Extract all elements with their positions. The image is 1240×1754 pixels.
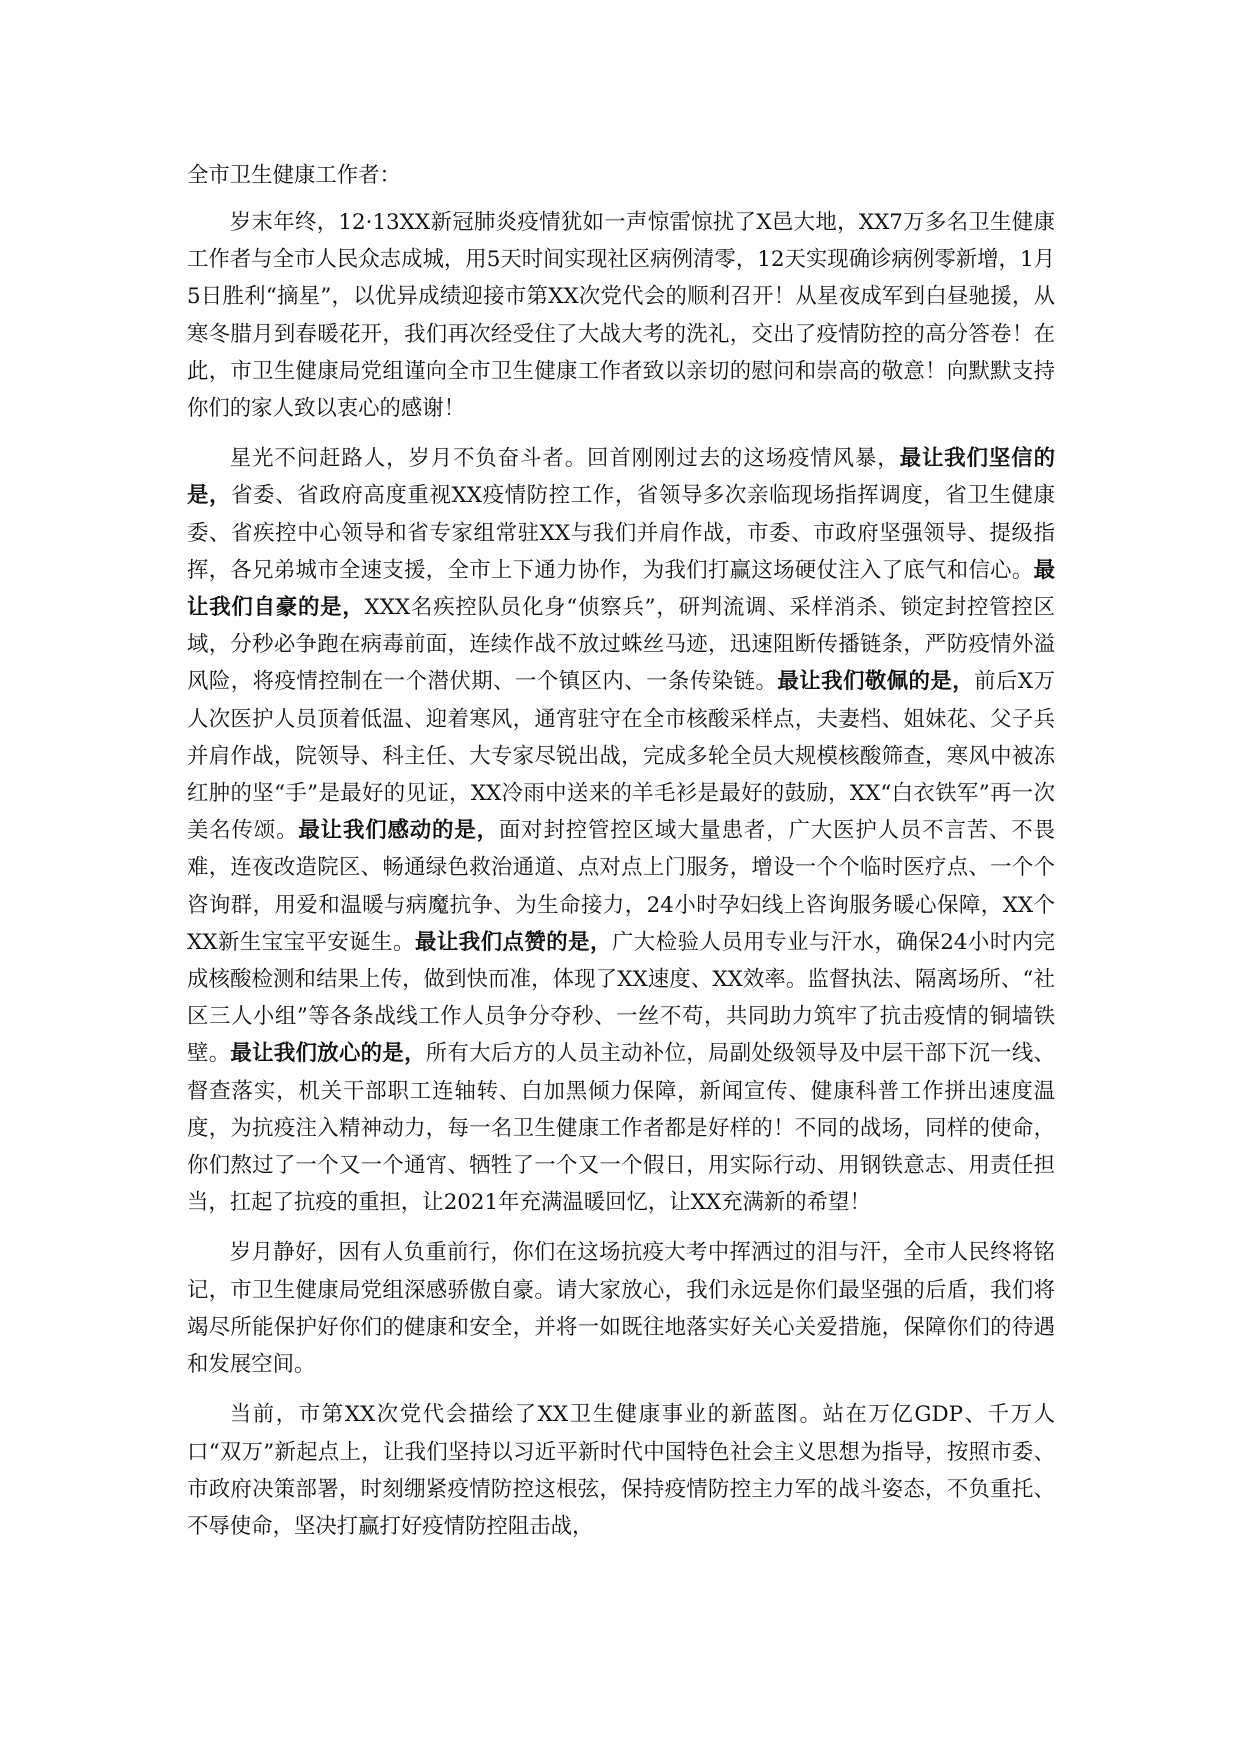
text-run: XXX名疾控队员化身“侦察兵”，研判流调、采样消杀、锁定封控管控区域，分秒必争跑在病毒前面，连续作战不放过蛛丝马迹，迅速阻断传播链条，严防疫情外溢风险，将疫情控制在一个潜伏期、一个镇区内、一条传染链。 [187, 595, 1055, 695]
emphasis-proud: 最让我们自豪的是， [187, 557, 1055, 621]
paragraph-1 [187, 204, 1055, 427]
text-run: 所有大后方的人员主动补位，局副处级领导及中层干部下沉一线、督查落实，机关干部职工连轴转、白加黑倾力保障，新闻宣传、健康科普工作拼出速度温度，为抗疫注入精神动力，每一名卫生健康工作者都是好样的！不同的战场，同样的使命，你们熬过了一个又一个通宵、牺牲了一个又一个假日，用实际行动、用钢铁意志、用责任担当，扛起了抗疫的重担，让2021年充满温暖回忆，让XX充满新的希望！ [187, 1041, 1055, 1216]
paragraph-4 [187, 1396, 1055, 1545]
emphasis-moved: 最让我们感动的是， [298, 818, 499, 844]
text-run: 岁末年终，12·13XX新冠肺炎疫情犹如一声惊雷惊扰了X邑大地，XX7万多名卫生健康工作者与全市人民众志成城，用5天时间实现社区病例清零，12天实现确诊病例零新增，1月5日胜利“摘星”，以优异成绩迎接市第XX次党代会的顺利召开！从星夜成军到白昼驰援，从寒冬腊月到春暖花开，我们再次经受住了大战大考的洗礼，交出了疫情防控的高分答卷！在此，市卫生健康局党组谨向全市卫生健康工作者致以亲切的慰问和崇高的敬意！向默默支持你们的家人致以衷心的感谢！ [187, 210, 1055, 422]
salutation: 全市卫生健康工作者： [187, 163, 401, 188]
text-run: 岁月静好，因有人负重前行，你们在这场抗疫大考中挥洒过的泪与汗，全市人民终将铭记，市卫生健康局党组深感骄傲自豪。请大家放心，我们永远是你们最坚强的后盾，我们将竭尽所能保护好你们的健康和安全，并将一如既往地落实好关心关爱措施，保障你们的待遇和发展空间。 [187, 1240, 1055, 1378]
emphasis-admire: 最让我们敬佩的是， [777, 669, 975, 695]
emphasis-believe: 最让我们坚信的是， [187, 446, 1055, 509]
letter-page [187, 157, 1055, 1558]
paragraph-3 [187, 1234, 1055, 1383]
text-run: 广大检验人员用专业与汗水，确保24小时内完成核酸检测和结果上传，做到快而准，体现了XX速度、XX效率。监督执法、隔离场所、“社区三人小组”等各条战线工作人员争分夺秒、一丝不苟，共同助力筑牢了抗击疫情的铜墙铁壁。 [187, 929, 1055, 1067]
text-run: 星光不问赶路人，岁月不负奋斗者。回首刚刚过去的这场疫情风暴， [229, 446, 900, 472]
paragraph-2 [187, 440, 1055, 1221]
emphasis-praise: 最让我们点赞的是， [414, 929, 612, 955]
emphasis-assured: 最让我们放心的是， [230, 1041, 426, 1067]
text-run: 前后X万人次医护人员顶着低温、迎着寒风，通宵驻守在全市核酸采样点，夫妻档、姐妹花、父子兵并肩作战，院领导、科主任、大专家尽锐出战，完成多轮全员大规模核酸筛查，寒风中被冻红肿的坚“手”是最好的见证，XX冷雨中送来的羊毛衫是最好的鼓励，XX“白衣铁军”再一次美名传颂。 [187, 669, 1055, 844]
text-run: 省委、省政府高度重视XX疫情防控工作，省领导多次亲临现场指挥调度，省卫生健康委、省疾控中心领导和省专家组常驻XX与我们并肩作战，市委、市政府坚强领导、提级指挥，各兄弟城市全速支援，全市上下通力协作，为我们打赢这场硬仗注入了底气和信心。 [187, 483, 1055, 583]
text-run: 当前，市第XX次党代会描绘了XX卫生健康事业的新蓝图。站在万亿GDP、千万人口“双万”新起点上，让我们坚持以习近平新时代中国特色社会主义思想为指导，按照市委、市政府决策部署，时刻绷紧疫情防控这根弦，保持疫情防控主力军的战斗姿态，不负重托、不辱使命，坚决打赢打好疫情防控阻击战， [187, 1402, 1055, 1539]
text-run: 面对封控管控区域大量患者，广大医护人员不言苦、不畏难，连夜改造院区、畅通绿色救治通道、点对点上门服务，增设一个个临时医疗点、一个个咨询群，用爱和温暖与病魔抗争、为生命接力，24小时孕妇线上咨询服务暖心保障，XX个XX新生宝宝平安诞生。 [187, 818, 1055, 955]
